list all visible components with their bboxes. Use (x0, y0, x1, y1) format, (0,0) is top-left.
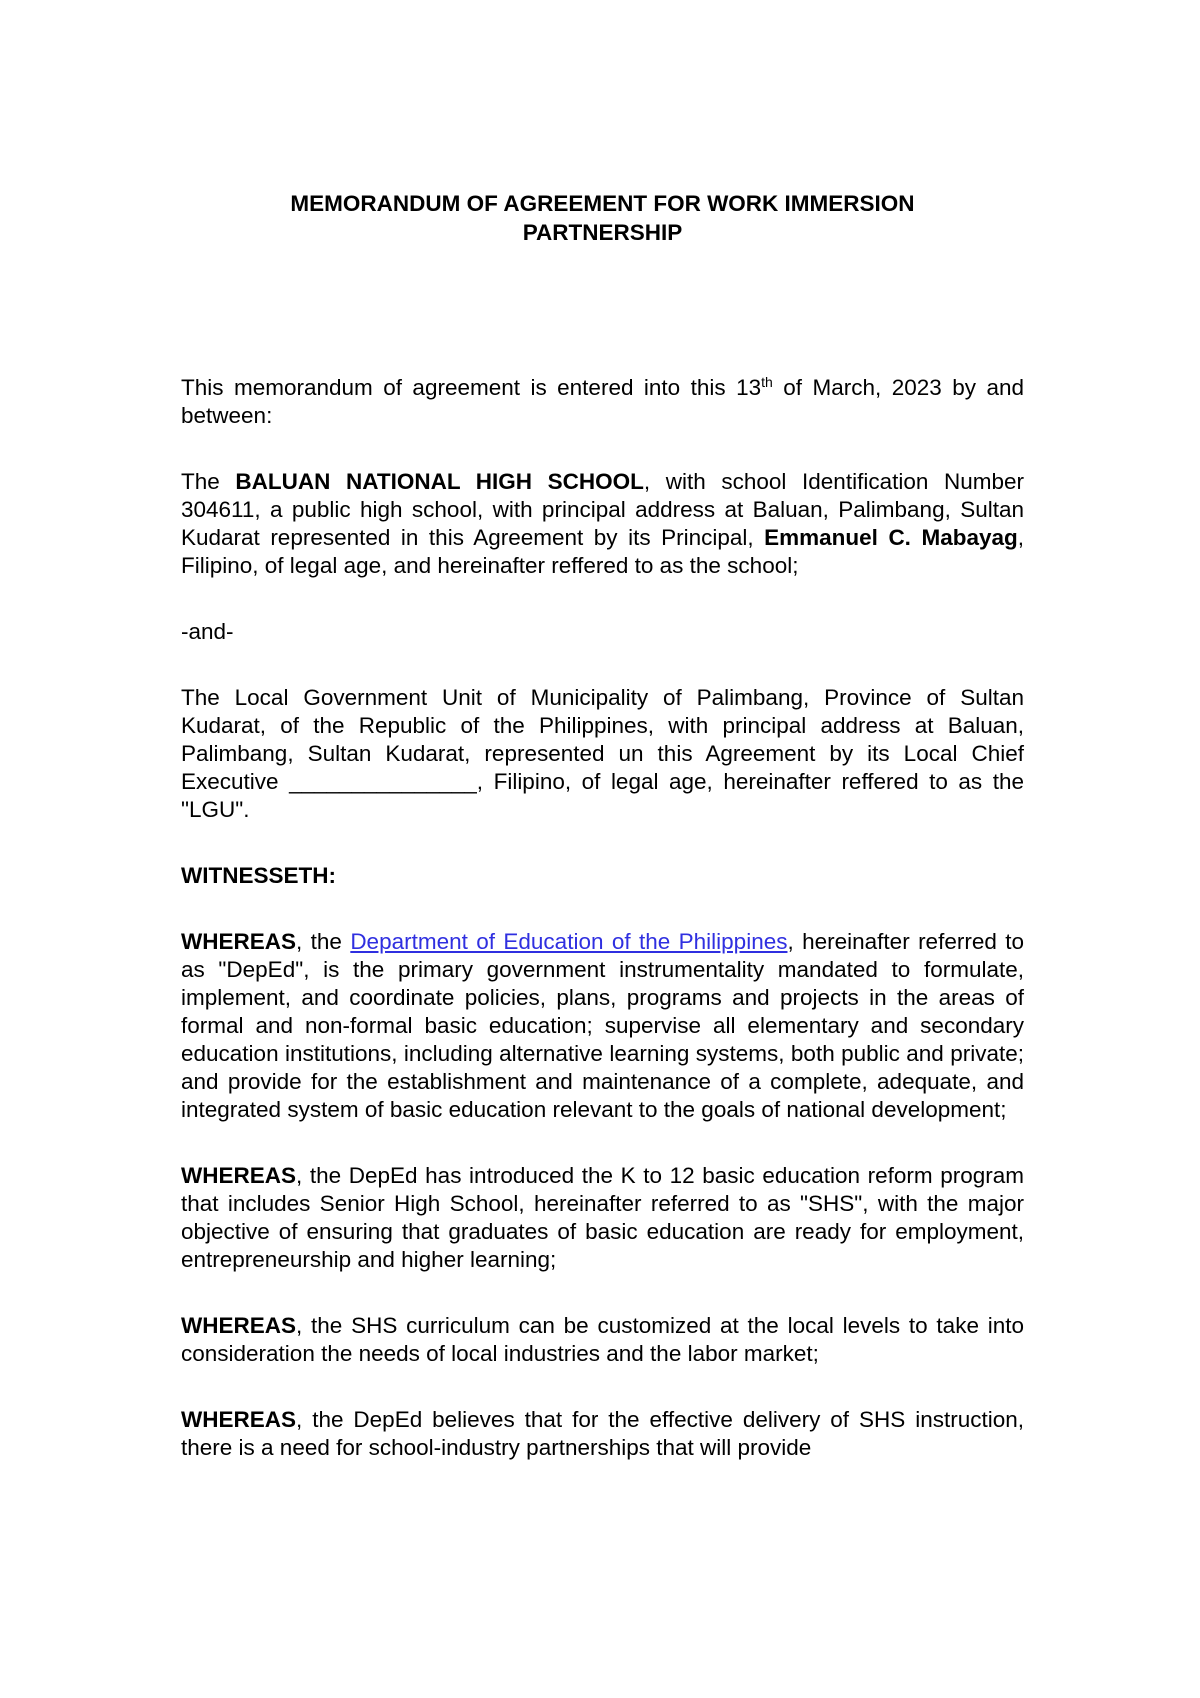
document-title (181, 189, 1024, 247)
whereas-text: , the SHS curriculum can be customized at the local levels to take into consideration the needs of local industries and the labor market; (181, 1313, 1024, 1366)
title-line-1: MEMORANDUM OF AGREEMENT FOR WORK IMMERSION (290, 191, 915, 216)
whereas-label: WHEREAS (181, 1407, 297, 1432)
whereas-paragraph-2 (181, 1162, 1024, 1274)
intro-text-end: of March, 2023 by and between: (181, 375, 1024, 428)
school-paragraph (181, 468, 1024, 580)
school-text-middle: , with school Identification Number 304611, a public high school, with principal address at Baluan, Palimbang, Sultan Kudarat represented in this Agreement by its Principal, (181, 469, 1024, 550)
witnesseth-heading: WITNESSETH: (181, 863, 336, 888)
school-text-end: , Filipino, of legal age, and hereinafter reffered to as the school; (181, 525, 1025, 578)
intro-text: This memorandum of agreement is entered into this 13 (181, 375, 762, 400)
whereas-text: , the DepEd has introduced the K to 12 basic education reform program that includes Senior High School, hereinafter referred to as "SHS", with the major objective of ensuring that graduates of basic education are ready for employment, entrepreneurship and higher learning; (181, 1163, 1024, 1272)
whereas-paragraph-1 (181, 928, 1024, 1124)
and-separator: -and- (181, 619, 234, 644)
whereas-label: WHEREAS (181, 1313, 297, 1338)
whereas-text: , the (296, 929, 351, 954)
document-page (181, 189, 1024, 1462)
intro-superscript: th (761, 374, 773, 390)
deped-link[interactable]: Department of Education of the Philippines (350, 929, 788, 954)
whereas-paragraph-4 (181, 1406, 1024, 1462)
lgu-paragraph: The Local Government Unit of Municipality of Palimbang, Province of Sultan Kudarat, of the Republic of the Philippines, with principal address at Baluan, Palimbang, Sultan Kudarat, represented un this Agreement by its Local Chief Executive _______________, Filipino, of legal age, hereinafter reffered to as the "LGU". (181, 685, 1024, 822)
title-line-2: PARTNERSHIP (522, 220, 683, 245)
principal-name: Emmanuel C. Mabayag (764, 525, 1018, 550)
school-text-start: The (181, 469, 236, 494)
intro-paragraph (181, 374, 1024, 430)
school-name: BALUAN NATIONAL HIGH SCHOOL (235, 469, 644, 494)
whereas-label: WHEREAS (181, 1163, 297, 1188)
whereas-text: , the DepEd believes that for the effective delivery of SHS instruction, there is a need for school-industry partnerships that will provide (181, 1407, 1024, 1460)
whereas-text: , hereinafter referred to as "DepEd", is the primary government instrumentality mandated to formulate, implement, and coordinate policies, plans, programs and projects in the areas of formal and non-formal basic education; supervise all elementary and secondary education institutions, including alternative learning systems, both public and private; and provide for the establishment and maintenance of a complete, adequate, and integrated system of basic education relevant to the goals of national development; (181, 929, 1024, 1122)
whereas-paragraph-3 (181, 1312, 1024, 1368)
whereas-label: WHEREAS (181, 929, 297, 954)
